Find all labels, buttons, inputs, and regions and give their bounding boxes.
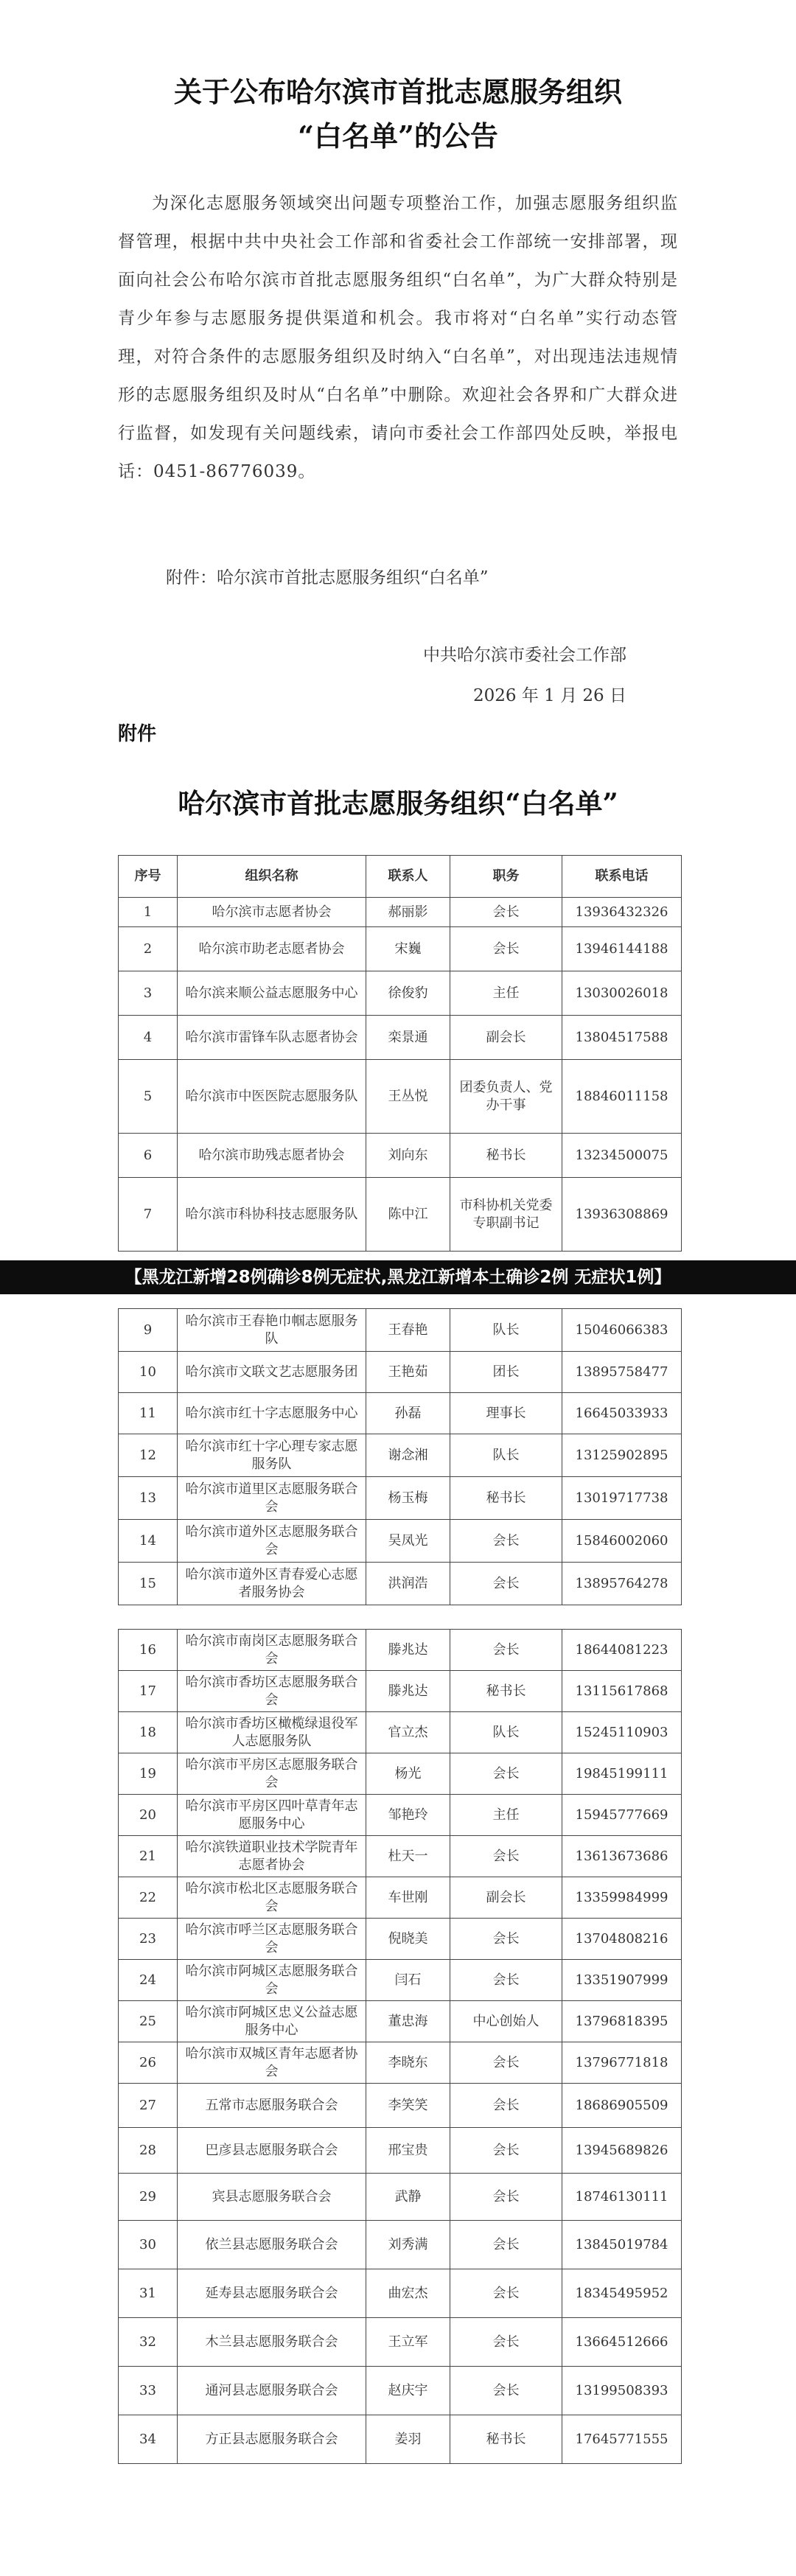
header-phone: 联系电话 bbox=[562, 856, 682, 898]
contact-phone: 13945689826 bbox=[562, 2128, 682, 2174]
contact-role: 会长 bbox=[450, 1960, 562, 2001]
whitelist-table-part2 bbox=[118, 1308, 682, 1605]
contact-name: 闫石 bbox=[366, 1960, 450, 2001]
contact-role: 团委负责人、党办干事 bbox=[450, 1060, 562, 1134]
contact-name: 王春艳 bbox=[366, 1309, 450, 1352]
contact-phone: 13895758477 bbox=[562, 1352, 682, 1393]
table-row bbox=[119, 1352, 682, 1393]
org-name: 依兰县志愿服务联合会 bbox=[178, 2221, 366, 2269]
contact-phone: 17645771555 bbox=[562, 2415, 682, 2464]
contact-role: 秘书长 bbox=[450, 2415, 562, 2464]
org-name: 方正县志愿服务联合会 bbox=[178, 2415, 366, 2464]
row-number: 22 bbox=[119, 1877, 178, 1919]
notice-title-line1: 关于公布哈尔滨市首批志愿服务组织 bbox=[173, 75, 622, 108]
org-name: 哈尔滨市呼兰区志愿服务联合会 bbox=[178, 1919, 366, 1960]
contact-name: 滕兆达 bbox=[366, 1630, 450, 1671]
org-name: 哈尔滨市道外区青春爱心志愿者服务协会 bbox=[178, 1563, 366, 1605]
table-row bbox=[119, 2269, 682, 2318]
sheet-title: 哈尔滨市首批志愿服务组织“白名单” bbox=[178, 787, 618, 820]
notice-paragraph: 为深化志愿服务领域突出问题专项整治工作，加强志愿服务组织监督管理，根据中共中央社会工作部和省委社会工作部统一安排部署，现面向社会公布哈尔滨市首批志愿服务组织“白名单”，为广大群众特别是青少年参与志愿服务提供渠道和机会。我市将对“白名单”实行动态管理，对符合条件的志愿服务组织及时纳入“白名单”，对出现违法违规情形的志愿服务组织及时从“白名单”中删除。欢迎社会各界和广大群众进行监督，如发现有关问题线索，请向市委社会工作部四处反映，举报电话：0451-86776039。 bbox=[118, 194, 678, 481]
contact-role: 秘书长 bbox=[450, 1134, 562, 1178]
contact-name: 曲宏杰 bbox=[366, 2269, 450, 2318]
contact-role: 会长 bbox=[450, 2318, 562, 2367]
row-number: 6 bbox=[119, 1134, 178, 1178]
contact-role: 会长 bbox=[450, 2367, 562, 2415]
contact-phone: 19845199111 bbox=[562, 1753, 682, 1795]
contact-name: 孙磊 bbox=[366, 1393, 450, 1434]
contact-role: 会长 bbox=[450, 1563, 562, 1605]
table-row bbox=[119, 2042, 682, 2084]
row-number: 13 bbox=[119, 1477, 178, 1520]
table-row bbox=[119, 1795, 682, 1836]
contact-phone: 13796818395 bbox=[562, 2001, 682, 2042]
whitelist-table-part1 bbox=[118, 855, 682, 1252]
table-row bbox=[119, 1563, 682, 1605]
table-row bbox=[119, 2084, 682, 2128]
attachment-label: 附件 bbox=[118, 723, 157, 745]
row-number: 3 bbox=[119, 971, 178, 1016]
contact-role: 会长 bbox=[450, 2084, 562, 2128]
contact-role: 会长 bbox=[450, 2042, 562, 2084]
contact-role: 团长 bbox=[450, 1352, 562, 1393]
contact-phone: 18345495952 bbox=[562, 2269, 682, 2318]
contact-role: 会长 bbox=[450, 1520, 562, 1563]
contact-name: 官立杰 bbox=[366, 1712, 450, 1753]
org-name: 哈尔滨市香坊区橄榄绿退役军人志愿服务队 bbox=[178, 1712, 366, 1753]
row-number: 23 bbox=[119, 1919, 178, 1960]
row-number: 15 bbox=[119, 1563, 178, 1605]
org-name: 哈尔滨市雷锋车队志愿者协会 bbox=[178, 1016, 366, 1060]
table-row bbox=[119, 1671, 682, 1712]
org-name: 哈尔滨市双城区青年志愿者协会 bbox=[178, 2042, 366, 2084]
news-banner: 【黑龙江新增28例确诊8例无症状,黑龙江新增本土确诊2例 无症状1例】 bbox=[0, 1260, 796, 1294]
org-name: 哈尔滨市中医医院志愿服务队 bbox=[178, 1060, 366, 1134]
contact-name: 谢念湘 bbox=[366, 1434, 450, 1477]
org-name: 哈尔滨市平房区志愿服务联合会 bbox=[178, 1753, 366, 1795]
table-row bbox=[119, 1753, 682, 1795]
contact-name: 王艳茹 bbox=[366, 1352, 450, 1393]
contact-phone: 13796771818 bbox=[562, 2042, 682, 2084]
contact-phone: 13030026018 bbox=[562, 971, 682, 1016]
table-row bbox=[119, 971, 682, 1016]
table-row bbox=[119, 898, 682, 927]
contact-name: 杨玉梅 bbox=[366, 1477, 450, 1520]
header-role: 职务 bbox=[450, 856, 562, 898]
row-number: 24 bbox=[119, 1960, 178, 2001]
contact-role: 会长 bbox=[450, 2128, 562, 2174]
contact-role: 会长 bbox=[450, 1919, 562, 1960]
contact-name: 郝丽影 bbox=[366, 898, 450, 927]
row-number: 25 bbox=[119, 2001, 178, 2042]
row-number: 32 bbox=[119, 2318, 178, 2367]
contact-name: 栾景通 bbox=[366, 1016, 450, 1060]
notice-title-line2: “白名单”的公告 bbox=[298, 119, 498, 153]
contact-phone: 13613673686 bbox=[562, 1836, 682, 1877]
table-row bbox=[119, 1836, 682, 1877]
org-name: 哈尔滨市文联文艺志愿服务团 bbox=[178, 1352, 366, 1393]
table-row bbox=[119, 2001, 682, 2042]
table-row bbox=[119, 1060, 682, 1134]
row-number: 7 bbox=[119, 1178, 178, 1252]
table-row bbox=[119, 1630, 682, 1671]
row-number: 1 bbox=[119, 898, 178, 927]
contact-role: 队长 bbox=[450, 1712, 562, 1753]
contact-phone: 15046066383 bbox=[562, 1309, 682, 1352]
row-number: 28 bbox=[119, 2128, 178, 2174]
contact-name: 倪晓美 bbox=[366, 1919, 450, 1960]
contact-name: 车世刚 bbox=[366, 1877, 450, 1919]
table-row bbox=[119, 1477, 682, 1520]
contact-name: 杜天一 bbox=[366, 1836, 450, 1877]
org-name: 哈尔滨市道里区志愿服务联合会 bbox=[178, 1477, 366, 1520]
org-name: 哈尔滨市阿城区志愿服务联合会 bbox=[178, 1960, 366, 2001]
contact-phone: 15945777669 bbox=[562, 1795, 682, 1836]
contact-phone: 13845019784 bbox=[562, 2221, 682, 2269]
contact-role: 会长 bbox=[450, 2221, 562, 2269]
table-row bbox=[119, 2221, 682, 2269]
contact-name: 陈中江 bbox=[366, 1178, 450, 1252]
org-name: 哈尔滨市南岗区志愿服务联合会 bbox=[178, 1630, 366, 1671]
table-row bbox=[119, 1178, 682, 1252]
signer: 中共哈尔滨市委社会工作部 bbox=[423, 646, 626, 665]
contact-phone: 13199508393 bbox=[562, 2367, 682, 2415]
contact-name: 邢宝贵 bbox=[366, 2128, 450, 2174]
contact-name: 刘向东 bbox=[366, 1134, 450, 1178]
contact-name: 武静 bbox=[366, 2174, 450, 2221]
contact-role: 副会长 bbox=[450, 1016, 562, 1060]
table-row bbox=[119, 1434, 682, 1477]
table-row bbox=[119, 1393, 682, 1434]
row-number: 19 bbox=[119, 1753, 178, 1795]
contact-name: 李笑笑 bbox=[366, 2084, 450, 2128]
org-name: 通河县志愿服务联合会 bbox=[178, 2367, 366, 2415]
contact-name: 徐俊豹 bbox=[366, 971, 450, 1016]
contact-role: 队长 bbox=[450, 1309, 562, 1352]
contact-role: 会长 bbox=[450, 927, 562, 971]
contact-phone: 15245110903 bbox=[562, 1712, 682, 1753]
table-row bbox=[119, 2415, 682, 2464]
contact-role: 副会长 bbox=[450, 1877, 562, 1919]
row-number: 11 bbox=[119, 1393, 178, 1434]
contact-phone: 13019717738 bbox=[562, 1477, 682, 1520]
org-name: 宾县志愿服务联合会 bbox=[178, 2174, 366, 2221]
contact-name: 滕兆达 bbox=[366, 1671, 450, 1712]
row-number: 34 bbox=[119, 2415, 178, 2464]
row-number: 33 bbox=[119, 2367, 178, 2415]
table-row bbox=[119, 1960, 682, 2001]
contact-phone: 18644081223 bbox=[562, 1630, 682, 1671]
contact-role: 会长 bbox=[450, 2269, 562, 2318]
contact-phone: 13234500075 bbox=[562, 1134, 682, 1178]
contact-role: 会长 bbox=[450, 1630, 562, 1671]
contact-phone: 13351907999 bbox=[562, 1960, 682, 2001]
contact-role: 会长 bbox=[450, 1836, 562, 1877]
org-name: 哈尔滨来顺公益志愿服务中心 bbox=[178, 971, 366, 1016]
attachment-line: 附件：哈尔滨市首批志愿服务组织“白名单” bbox=[166, 568, 489, 587]
contact-name: 洪润浩 bbox=[366, 1563, 450, 1605]
row-number: 21 bbox=[119, 1836, 178, 1877]
row-number: 16 bbox=[119, 1630, 178, 1671]
table-row bbox=[119, 1309, 682, 1352]
row-number: 18 bbox=[119, 1712, 178, 1753]
contact-phone: 18846011158 bbox=[562, 1060, 682, 1134]
header-org-name: 组织名称 bbox=[178, 856, 366, 898]
contact-phone: 13936432326 bbox=[562, 898, 682, 927]
contact-role: 秘书长 bbox=[450, 1671, 562, 1712]
contact-role: 主任 bbox=[450, 971, 562, 1016]
contact-phone: 18686905509 bbox=[562, 2084, 682, 2128]
row-number: 10 bbox=[119, 1352, 178, 1393]
contact-name: 董忠海 bbox=[366, 2001, 450, 2042]
contact-phone: 13704808216 bbox=[562, 1919, 682, 1960]
contact-role: 队长 bbox=[450, 1434, 562, 1477]
row-number: 2 bbox=[119, 927, 178, 971]
org-name: 延寿县志愿服务联合会 bbox=[178, 2269, 366, 2318]
org-name: 哈尔滨市平房区四叶草青年志愿服务中心 bbox=[178, 1795, 366, 1836]
row-number: 29 bbox=[119, 2174, 178, 2221]
contact-name: 赵庆宇 bbox=[366, 2367, 450, 2415]
org-name: 哈尔滨市松北区志愿服务联合会 bbox=[178, 1877, 366, 1919]
org-name: 哈尔滨市红十字心理专家志愿服务队 bbox=[178, 1434, 366, 1477]
table-row bbox=[119, 1016, 682, 1060]
contact-name: 李晓东 bbox=[366, 2042, 450, 2084]
contact-name: 宋巍 bbox=[366, 927, 450, 971]
contact-name: 吴凤光 bbox=[366, 1520, 450, 1563]
contact-name: 王立军 bbox=[366, 2318, 450, 2367]
row-number: 4 bbox=[119, 1016, 178, 1060]
contact-name: 王丛悦 bbox=[366, 1060, 450, 1134]
table-row bbox=[119, 1520, 682, 1563]
whitelist-table-part3 bbox=[118, 1629, 682, 2464]
table-row bbox=[119, 2367, 682, 2415]
row-number: 9 bbox=[119, 1309, 178, 1352]
header-contact: 联系人 bbox=[366, 856, 450, 898]
contact-phone: 18746130111 bbox=[562, 2174, 682, 2221]
contact-role: 秘书长 bbox=[450, 1477, 562, 1520]
org-name: 哈尔滨市香坊区志愿服务联合会 bbox=[178, 1671, 366, 1712]
contact-name: 姜羽 bbox=[366, 2415, 450, 2464]
org-name: 哈尔滨铁道职业技术学院青年志愿者协会 bbox=[178, 1836, 366, 1877]
org-name: 哈尔滨市助残志愿者协会 bbox=[178, 1134, 366, 1178]
table-row bbox=[119, 927, 682, 971]
contact-phone: 13936308869 bbox=[562, 1178, 682, 1252]
header-no: 序号 bbox=[119, 856, 178, 898]
contact-role: 理事长 bbox=[450, 1393, 562, 1434]
contact-role: 会长 bbox=[450, 1753, 562, 1795]
org-name: 哈尔滨市道外区志愿服务联合会 bbox=[178, 1520, 366, 1563]
table-row bbox=[119, 2174, 682, 2221]
contact-name: 邹艳玲 bbox=[366, 1795, 450, 1836]
row-number: 31 bbox=[119, 2269, 178, 2318]
table-row bbox=[119, 2318, 682, 2367]
contact-phone: 13895764278 bbox=[562, 1563, 682, 1605]
contact-name: 刘秀满 bbox=[366, 2221, 450, 2269]
row-number: 26 bbox=[119, 2042, 178, 2084]
row-number: 5 bbox=[119, 1060, 178, 1134]
org-name: 五常市志愿服务联合会 bbox=[178, 2084, 366, 2128]
row-number: 27 bbox=[119, 2084, 178, 2128]
contact-role: 中心创始人 bbox=[450, 2001, 562, 2042]
row-number: 17 bbox=[119, 1671, 178, 1712]
org-name: 哈尔滨市助老志愿者协会 bbox=[178, 927, 366, 971]
contact-phone: 13125902895 bbox=[562, 1434, 682, 1477]
contact-phone: 13946144188 bbox=[562, 927, 682, 971]
org-name: 哈尔滨市阿城区忠义公益志愿服务中心 bbox=[178, 2001, 366, 2042]
row-number: 20 bbox=[119, 1795, 178, 1836]
contact-phone: 13664512666 bbox=[562, 2318, 682, 2367]
contact-phone: 16645033933 bbox=[562, 1393, 682, 1434]
table-row bbox=[119, 2128, 682, 2174]
contact-role: 会长 bbox=[450, 898, 562, 927]
org-name: 木兰县志愿服务联合会 bbox=[178, 2318, 366, 2367]
row-number: 30 bbox=[119, 2221, 178, 2269]
table-row bbox=[119, 1919, 682, 1960]
org-name: 哈尔滨市志愿者协会 bbox=[178, 898, 366, 927]
contact-phone: 13115617868 bbox=[562, 1671, 682, 1712]
table-row bbox=[119, 1712, 682, 1753]
contact-phone: 15846002060 bbox=[562, 1520, 682, 1563]
contact-role: 市科协机关党委专职副书记 bbox=[450, 1178, 562, 1252]
org-name: 巴彦县志愿服务联合会 bbox=[178, 2128, 366, 2174]
org-name: 哈尔滨市红十字志愿服务中心 bbox=[178, 1393, 366, 1434]
sign-date: 2026 年 1 月 26 日 bbox=[473, 686, 626, 705]
contact-role: 主任 bbox=[450, 1795, 562, 1836]
contact-phone: 13804517588 bbox=[562, 1016, 682, 1060]
contact-phone: 13359984999 bbox=[562, 1877, 682, 1919]
org-name: 哈尔滨市科协科技志愿服务队 bbox=[178, 1178, 366, 1252]
table-header-row bbox=[119, 856, 682, 898]
row-number: 12 bbox=[119, 1434, 178, 1477]
table-row bbox=[119, 1877, 682, 1919]
contact-name: 杨光 bbox=[366, 1753, 450, 1795]
table-row bbox=[119, 1134, 682, 1178]
row-number: 14 bbox=[119, 1520, 178, 1563]
org-name: 哈尔滨市王春艳巾帼志愿服务队 bbox=[178, 1309, 366, 1352]
contact-role: 会长 bbox=[450, 2174, 562, 2221]
